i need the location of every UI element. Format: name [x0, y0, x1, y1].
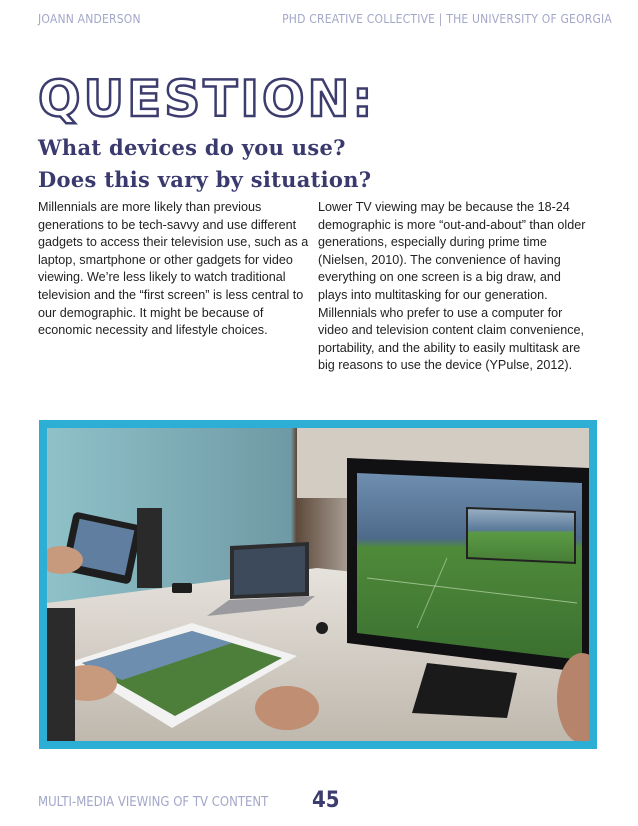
- question-heading: QUESTION:: [38, 70, 376, 128]
- header-organization: PHD CREATIVE COLLECTIVE | THE UNIVERSITY OF GEORGIA: [282, 12, 612, 26]
- photo-frame: [39, 420, 597, 749]
- body-left-column: Millennials are more likely than previous generations to be tech-savvy and use different gadgets to access their television use, such as a laptop, smartphone or other gadgets for video viewing. We’re less likely to watch traditional television and the “first screen” is less central to our demographic. It might be because of economic necessity and lifestyle choices.: [38, 200, 309, 338]
- page-number: 45: [312, 788, 340, 813]
- question-line-1: What devices do you use?: [38, 135, 346, 160]
- devices-photo: [47, 428, 589, 741]
- body-right-column: Lower TV viewing may be because the 18-24 demographic is more “out-and-about” than older generations, especially during prime time (Nielsen, 2010). The convenience of having everything on one screen is a big draw, and plays into multitasking for our generation. Millennials who prefer to use a computer for video and television content claim convenience, portability, and the ability to easily multitask are big reasons to use the device (YPulse, 2012).: [318, 200, 586, 373]
- devices-photo-illustration: [47, 428, 589, 741]
- header-author: JOANN ANDERSON: [38, 12, 141, 26]
- question-line-2: Does this vary by situation?: [38, 167, 372, 192]
- footer-title: MULTI-MEDIA VIEWING OF TV CONTENT: [38, 795, 269, 810]
